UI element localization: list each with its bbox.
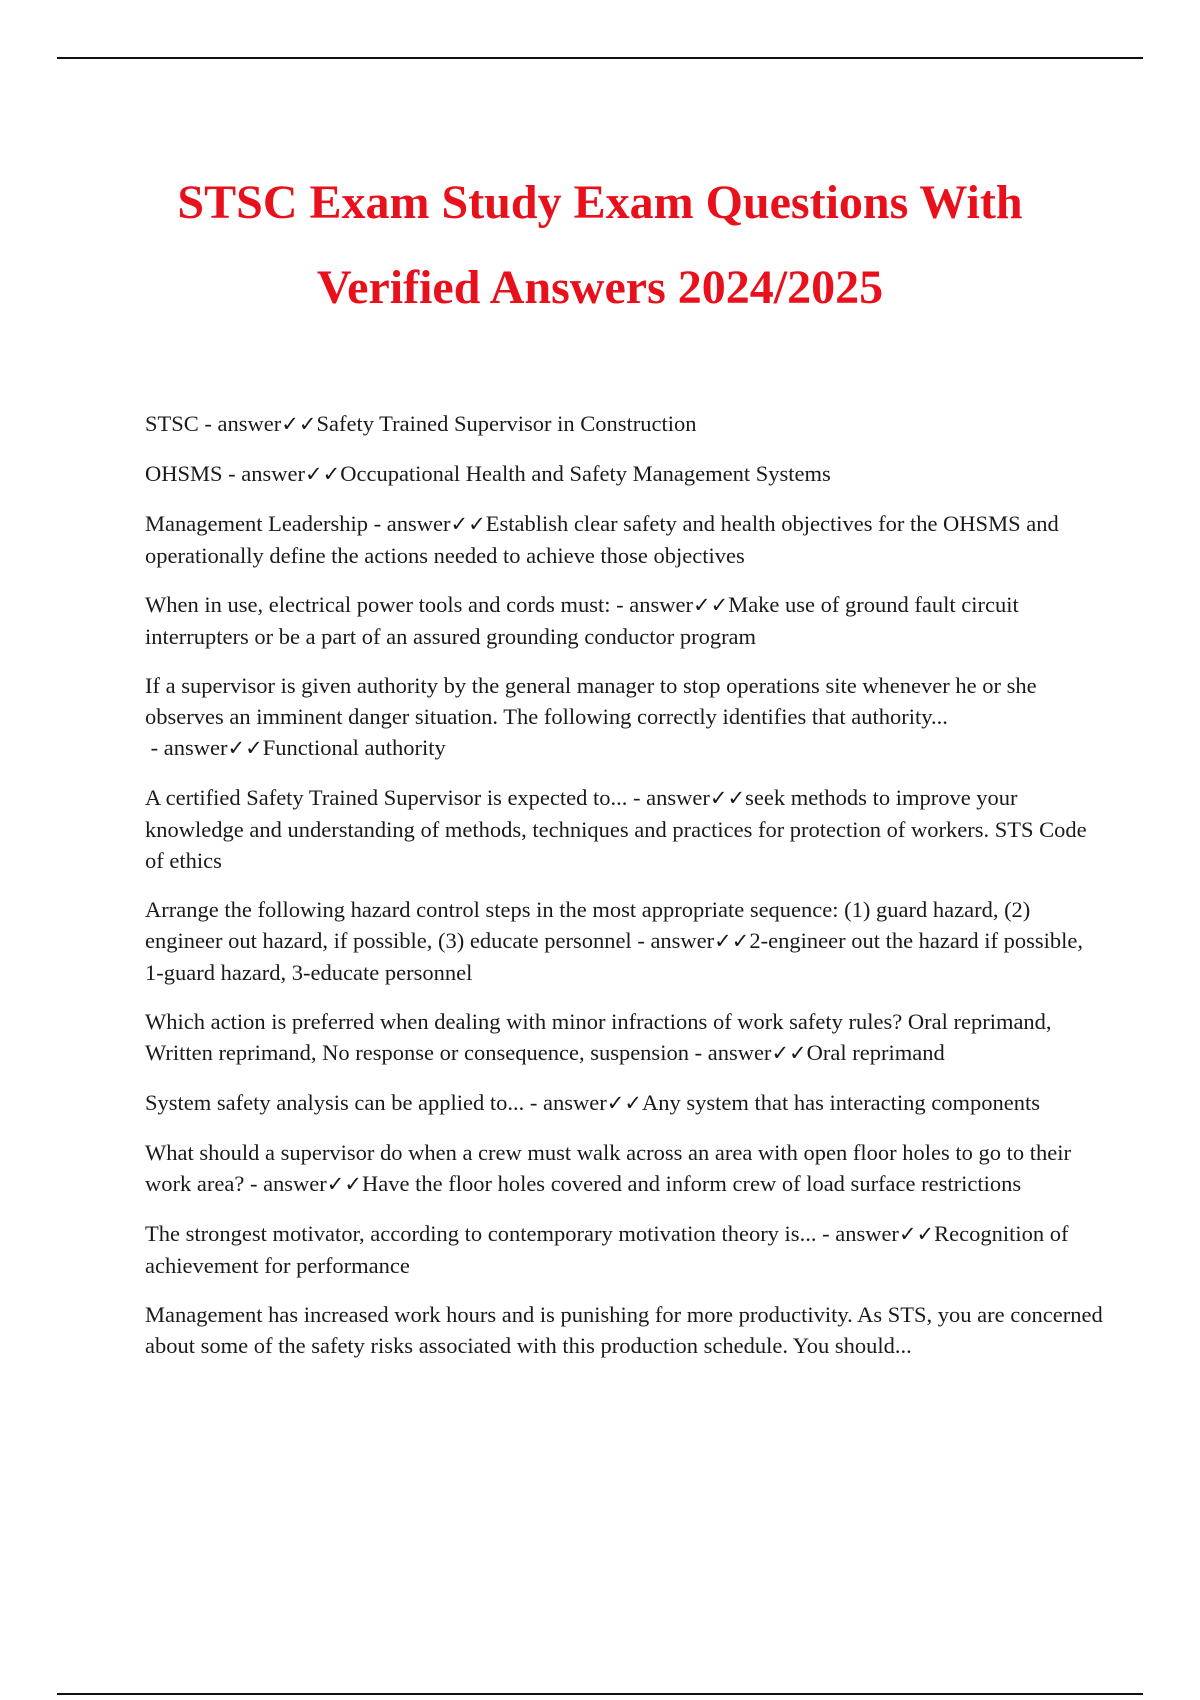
- question-text: STSC: [145, 411, 199, 436]
- double-check-icon: ✓✓: [692, 593, 729, 617]
- double-check-icon: ✓✓: [450, 512, 486, 536]
- answer-text: Safety Trained Supervisor in Construction: [316, 411, 697, 436]
- question-text: When in use, electrical power tools and cords must:: [145, 592, 611, 617]
- separator: -: [816, 1221, 836, 1246]
- separator: -: [198, 411, 218, 436]
- question-text: Management Leadership: [145, 511, 369, 536]
- double-check-icon: ✓✓: [898, 1222, 935, 1246]
- qa-item: [145, 1087, 1105, 1119]
- question-text: OHSMS: [145, 461, 223, 486]
- qa-item: [145, 408, 1105, 440]
- answer-label: answer: [217, 411, 282, 436]
- qa-item: [145, 1218, 1105, 1281]
- bottom-rule: [57, 1693, 1143, 1695]
- separator: -: [631, 928, 651, 953]
- question-text: A certified Safety Trained Supervisor is expected to...: [145, 785, 628, 810]
- answer-label: answer: [163, 735, 228, 760]
- double-check-icon: ✓✓: [305, 462, 341, 486]
- separator: -: [222, 461, 242, 486]
- answer-label: answer: [543, 1090, 607, 1115]
- double-check-icon: ✓✓: [771, 1041, 807, 1065]
- question-text: What should a supervisor do when a crew must walk across an area with open floor holes to go to their work area?: [145, 1140, 1072, 1196]
- answer-text: 2-engineer out the hazard if possible, 1-guard hazard, 3-educate personnel: [145, 928, 1084, 985]
- answer-label: answer: [386, 511, 451, 536]
- qa-item: [145, 589, 1105, 652]
- question-text: If a supervisor is given authority by the general manager to stop operations site whenever he or she observes an imminent danger situation. The following correctly identifies that authority...: [145, 673, 1037, 729]
- qa-list: [145, 408, 1105, 1379]
- question-text: Which action is preferred when dealing with minor infractions of work safety rules? Oral reprimand, Written reprimand, No response or consequence, suspension: [145, 1009, 1052, 1065]
- answer-text: Functional authority: [262, 735, 446, 760]
- qa-item: [145, 1006, 1105, 1069]
- answer-label: answer: [263, 1171, 327, 1196]
- answer-text: Occupational Health and Safety Management Systems: [340, 461, 831, 486]
- separator: -: [145, 735, 164, 760]
- qa-item: [145, 670, 1105, 764]
- answer-label: answer: [650, 928, 715, 953]
- separator: -: [627, 785, 647, 810]
- double-check-icon: ✓✓: [326, 1172, 362, 1196]
- double-check-icon: ✓✓: [606, 1091, 642, 1115]
- answer-label: answer: [241, 461, 306, 486]
- qa-item: [145, 782, 1105, 876]
- qa-item: [145, 458, 1105, 490]
- title-line-2: Verified Answers 2024/2025: [316, 261, 884, 314]
- answer-label: answer: [629, 592, 693, 617]
- question-text: The strongest motivator, according to contemporary motivation theory is...: [145, 1221, 817, 1246]
- separator: -: [610, 592, 630, 617]
- answer-text: Recognition of achievement for performance: [145, 1221, 1069, 1278]
- separator: -: [244, 1171, 264, 1196]
- separator: -: [688, 1040, 708, 1065]
- question-text: Management has increased work hours and is punishing for more productivity. As STS, you are concerned about some of the safety risks associated with this production schedule. You should...: [145, 1302, 1103, 1358]
- separator: -: [368, 511, 387, 536]
- double-check-icon: ✓✓: [227, 736, 263, 760]
- answer-text: Make use of ground fault circuit interrupters or be a part of an assured grounding conductor program: [145, 592, 1019, 649]
- title-line-1: STSC Exam Study Exam Questions With: [177, 176, 1023, 229]
- qa-item: [145, 894, 1105, 988]
- answer-text: seek methods to improve your knowledge and understanding of methods, techniques and practices for protection of workers. STS Code of ethics: [145, 785, 1087, 873]
- document-title: [100, 160, 1100, 330]
- double-check-icon: ✓✓: [281, 412, 317, 436]
- answer-label: answer: [707, 1040, 772, 1065]
- answer-text: Establish clear safety and health objectives for the OHSMS and operationally define the actions needed to achieve those objectives: [145, 511, 1059, 568]
- qa-item: [145, 1137, 1105, 1200]
- answer-text: Any system that has interacting components: [641, 1090, 1041, 1115]
- qa-item: [145, 508, 1105, 571]
- question-text: Arrange the following hazard control steps in the most appropriate sequence: (1) guard hazard, (2) engineer out hazard, if possible, (3) educate personnel: [145, 897, 1031, 953]
- answer-label: answer: [646, 785, 710, 810]
- double-check-icon: ✓✓: [714, 929, 750, 953]
- top-rule: [57, 57, 1143, 59]
- answer-label: answer: [835, 1221, 899, 1246]
- separator: -: [524, 1090, 544, 1115]
- answer-text: Have the floor holes covered and inform crew of load surface restrictions: [362, 1171, 1022, 1196]
- question-text: System safety analysis can be applied to...: [145, 1090, 525, 1115]
- double-check-icon: ✓✓: [709, 786, 746, 810]
- qa-item-trailing: [145, 1299, 1105, 1361]
- answer-text: Oral reprimand: [806, 1040, 945, 1065]
